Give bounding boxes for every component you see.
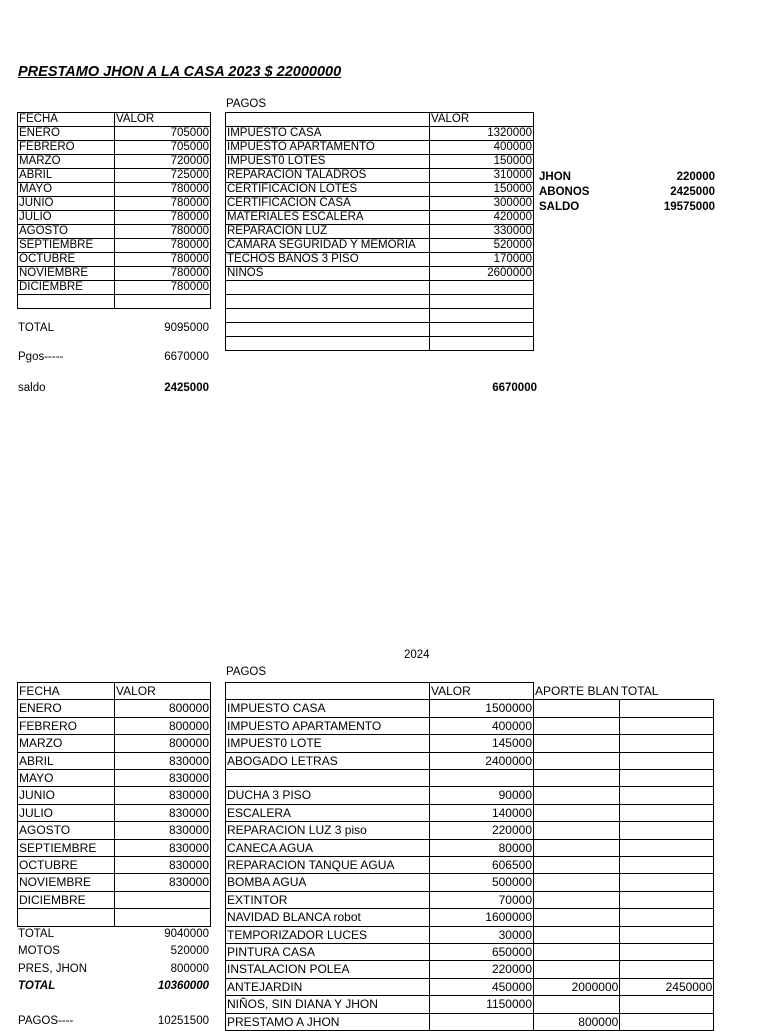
row-label <box>226 281 430 295</box>
row-label: MARZO <box>18 735 115 752</box>
row-value <box>620 944 714 961</box>
row-value <box>430 281 534 295</box>
row-label: OCTUBRE <box>18 857 115 874</box>
month-row <box>18 804 211 821</box>
payment-row <box>226 337 534 351</box>
month-row <box>18 295 211 309</box>
summary-value: 220000 <box>676 171 715 183</box>
payment-row <box>226 839 714 856</box>
row-label: DUCHA 3 PISO <box>226 787 430 804</box>
row-value <box>534 874 620 891</box>
row-label <box>226 323 430 337</box>
payment-row <box>226 183 534 197</box>
row-value: 400000 <box>430 717 534 734</box>
row-value: 830000 <box>115 770 211 787</box>
row-value <box>620 874 714 891</box>
row-label: NOVIEMBRE <box>18 267 115 281</box>
row-value <box>430 323 534 337</box>
payment-row <box>226 822 714 839</box>
row-label: PINTURA CASA <box>226 944 430 961</box>
payment-row <box>226 961 714 978</box>
payment-row <box>226 127 534 141</box>
payment-row <box>226 281 534 295</box>
pgos-value-2023: 6670000 <box>164 351 209 363</box>
row-value: 220000 <box>430 961 534 978</box>
row-label: MAYO <box>18 183 115 197</box>
summary-label: JHON <box>539 171 571 183</box>
row-value <box>534 787 620 804</box>
year-label-2024: 2024 <box>404 649 430 661</box>
payments-total-2023: 6670000 <box>492 382 537 394</box>
row-label: MAYO <box>18 770 115 787</box>
row-value: 800000 <box>115 700 211 717</box>
payment-row <box>226 996 714 1013</box>
month-row <box>18 787 211 804</box>
totals-label: PRES, JHON <box>18 962 88 975</box>
summary-value: 19575000 <box>663 201 715 213</box>
totals-label: PAGOS---- <box>18 1015 74 1027</box>
total-label-2023: TOTAL <box>18 322 54 334</box>
month-row <box>18 717 211 734</box>
row-label: EXTINTOR <box>226 891 430 908</box>
totals-value: 800000 <box>170 962 209 975</box>
row-value: 2400000 <box>430 752 534 769</box>
pagos-label-2024: PAGOS <box>226 666 267 678</box>
row-value: 606500 <box>430 857 534 874</box>
summary-label: ABONOS <box>539 186 590 198</box>
row-label: IMPUESTO CASA <box>226 700 430 717</box>
row-label: MARZO <box>18 155 115 169</box>
row-value <box>620 961 714 978</box>
row-value <box>115 295 211 309</box>
month-row <box>18 267 211 281</box>
row-label: ENERO <box>18 700 115 717</box>
month-row <box>18 891 211 908</box>
row-value: 720000 <box>115 155 211 169</box>
row-label: SEPTIEMBRE <box>18 839 115 856</box>
month-row <box>18 822 211 839</box>
row-value: 2450000 <box>620 978 714 995</box>
row-value: 330000 <box>430 225 534 239</box>
row-value: 725000 <box>115 169 211 183</box>
row-value <box>534 891 620 908</box>
pagos-label-2023: PAGOS <box>226 98 267 110</box>
totals-label: TOTAL <box>18 980 56 993</box>
row-value: 830000 <box>115 787 211 804</box>
month-row <box>18 211 211 225</box>
month-row <box>18 183 211 197</box>
month-row <box>18 225 211 239</box>
row-value <box>620 787 714 804</box>
row-value <box>620 735 714 752</box>
saldo-value-2023: 2425000 <box>164 382 209 394</box>
row-value: 420000 <box>430 211 534 225</box>
payment-row <box>226 700 714 717</box>
row-value <box>534 770 620 787</box>
row-label <box>18 909 115 926</box>
month-row <box>18 155 211 169</box>
row-value <box>534 944 620 961</box>
payment-row <box>226 323 534 337</box>
row-value: 90000 <box>430 787 534 804</box>
row-label: ENERO <box>18 127 115 141</box>
column-header <box>226 683 430 700</box>
payment-row-header <box>226 113 534 127</box>
totals-label: MOTOS <box>18 945 60 958</box>
row-value <box>620 700 714 717</box>
saldo-label-2023: saldo <box>18 382 46 394</box>
row-label: AGOSTO <box>18 225 115 239</box>
row-label: AGOSTO <box>18 822 115 839</box>
payment-row <box>226 309 534 323</box>
page-title: PRESTAMO JHON A LA CASA 2023 $ 22000000 <box>18 64 342 80</box>
row-value: 300000 <box>430 197 534 211</box>
payment-row <box>226 909 714 926</box>
row-value <box>534 752 620 769</box>
row-value: 800000 <box>534 1013 620 1030</box>
row-label: ANTEJARDIN <box>226 978 430 995</box>
row-label: OCTUBRE <box>18 253 115 267</box>
month-row <box>18 127 211 141</box>
row-value <box>620 752 714 769</box>
row-value <box>534 822 620 839</box>
row-value: 705000 <box>115 127 211 141</box>
row-label: NAVIDAD BLANCA robot <box>226 909 430 926</box>
row-label: IMPUEST0 LOTES <box>226 155 430 169</box>
months-table-2023 <box>17 112 211 309</box>
month-row <box>18 752 211 769</box>
row-label: JULIO <box>18 211 115 225</box>
row-value: 830000 <box>115 839 211 856</box>
row-value <box>620 1013 714 1030</box>
row-value <box>620 839 714 856</box>
row-value: 780000 <box>115 239 211 253</box>
row-label: JUNIO <box>18 787 115 804</box>
payment-row <box>226 155 534 169</box>
row-value <box>620 804 714 821</box>
row-value: 1500000 <box>430 700 534 717</box>
row-value: 2600000 <box>430 267 534 281</box>
row-value: 650000 <box>430 944 534 961</box>
row-label: CAMARA SEGURIDAD Y MEMORIA <box>226 239 430 253</box>
row-value: 780000 <box>115 225 211 239</box>
payment-row <box>226 891 714 908</box>
payment-row <box>226 253 534 267</box>
pgos-label-2023: Pgos----- <box>18 351 64 363</box>
row-value: 500000 <box>430 874 534 891</box>
row-value: 400000 <box>430 141 534 155</box>
row-value <box>430 295 534 309</box>
row-value <box>534 804 620 821</box>
payment-row <box>226 926 714 943</box>
month-row <box>18 735 211 752</box>
totals-value: 9040000 <box>164 928 209 940</box>
row-value: 145000 <box>430 735 534 752</box>
month-row <box>18 874 211 891</box>
month-row <box>18 909 211 926</box>
payment-row <box>226 944 714 961</box>
row-value <box>534 839 620 856</box>
row-label: NOVIEMBRE <box>18 874 115 891</box>
payment-row <box>226 267 534 281</box>
row-value: 1320000 <box>430 127 534 141</box>
row-label: TEMPORIZADOR LUCES <box>226 926 430 943</box>
row-value: 170000 <box>430 253 534 267</box>
row-label: DICIEMBRE <box>18 891 115 908</box>
month-row <box>18 169 211 183</box>
row-label: IMPUESTO CASA <box>226 127 430 141</box>
totals-value: 10360000 <box>157 980 209 993</box>
month-row <box>18 857 211 874</box>
row-label: FEBRERO <box>18 717 115 734</box>
payment-row <box>226 857 714 874</box>
row-value <box>620 857 714 874</box>
row-value <box>620 996 714 1013</box>
row-value: 780000 <box>115 183 211 197</box>
row-value <box>534 909 620 926</box>
month-row <box>18 770 211 787</box>
payment-row <box>226 770 714 787</box>
row-value: 2000000 <box>534 978 620 995</box>
row-value <box>534 961 620 978</box>
row-value: 150000 <box>430 183 534 197</box>
payment-row <box>226 239 534 253</box>
payment-row <box>226 804 714 821</box>
payment-row <box>226 717 714 734</box>
payment-row <box>226 978 714 995</box>
row-value: 780000 <box>115 211 211 225</box>
row-label <box>226 337 430 351</box>
row-label: NIÑOS <box>226 267 430 281</box>
payment-row <box>226 787 714 804</box>
payment-row <box>226 1013 714 1030</box>
row-value: 780000 <box>115 267 211 281</box>
payment-row <box>226 752 714 769</box>
payment-row <box>226 735 714 752</box>
totals-label: TOTAL <box>18 928 54 940</box>
column-header: VALOR <box>115 113 211 127</box>
row-label: IMPUEST0 LOTE <box>226 735 430 752</box>
payment-row-header <box>226 683 714 700</box>
row-value: 80000 <box>430 839 534 856</box>
column-header: TOTAL <box>620 683 659 698</box>
row-value <box>534 700 620 717</box>
row-value <box>430 770 534 787</box>
payment-row <box>226 197 534 211</box>
column-header <box>226 113 430 127</box>
column-header: FECHA <box>18 683 115 700</box>
row-value: 140000 <box>430 804 534 821</box>
column-header: VALOR <box>115 683 211 700</box>
payment-row <box>226 141 534 155</box>
row-label: CERTIFICACION CASA <box>226 197 430 211</box>
row-value: 30000 <box>430 926 534 943</box>
row-label: JUNIO <box>18 197 115 211</box>
row-label: TECHOS BAÑOS 3 PISO <box>226 253 430 267</box>
row-value <box>620 926 714 943</box>
row-value <box>115 909 211 926</box>
payment-row <box>226 169 534 183</box>
row-value: 1600000 <box>430 909 534 926</box>
row-value: 830000 <box>115 822 211 839</box>
row-label: CERTIFICACION LOTES <box>226 183 430 197</box>
month-row-header <box>18 113 211 127</box>
row-value <box>430 337 534 351</box>
month-row <box>18 700 211 717</box>
row-value: 520000 <box>430 239 534 253</box>
row-value: 450000 <box>430 978 534 995</box>
month-row <box>18 839 211 856</box>
row-value <box>620 822 714 839</box>
row-label: SEPTIEMBRE <box>18 239 115 253</box>
row-value: 705000 <box>115 141 211 155</box>
row-label: DICIEMBRE <box>18 281 115 295</box>
row-value <box>115 891 211 908</box>
row-label: PRESTAMO A JHON <box>226 1013 430 1030</box>
column-header: VALOR <box>430 683 534 700</box>
row-value: 310000 <box>430 169 534 183</box>
payment-row <box>226 295 534 309</box>
row-value: 780000 <box>115 197 211 211</box>
payment-row <box>226 874 714 891</box>
row-value: 830000 <box>115 752 211 769</box>
row-value <box>430 1013 534 1030</box>
column-header: APORTE BLAN <box>535 683 619 698</box>
row-label: IMPUESTO APARTAMENTO <box>226 717 430 734</box>
row-value: 830000 <box>115 857 211 874</box>
row-value: 830000 <box>115 804 211 821</box>
row-value <box>620 891 714 908</box>
payments-table-2023 <box>225 112 534 351</box>
row-value <box>534 996 620 1013</box>
row-value <box>534 735 620 752</box>
row-label <box>226 295 430 309</box>
row-value: 780000 <box>115 253 211 267</box>
row-label: JULIO <box>18 804 115 821</box>
month-row <box>18 239 211 253</box>
row-label: ESCALERA <box>226 804 430 821</box>
totals-value: 10251500 <box>157 1015 209 1027</box>
row-label: CANECA AGUA <box>226 839 430 856</box>
row-value: 70000 <box>430 891 534 908</box>
row-value <box>534 857 620 874</box>
total-value-2023: 9095000 <box>164 322 209 334</box>
row-value <box>534 717 620 734</box>
row-label: ABRIL <box>18 169 115 183</box>
payment-row <box>226 211 534 225</box>
row-value <box>534 926 620 943</box>
row-label: FEBRERO <box>18 141 115 155</box>
row-label: BOMBA AGUA <box>226 874 430 891</box>
row-label: REPARACION TANQUE AGUA <box>226 857 430 874</box>
payment-row <box>226 225 534 239</box>
payments-table-2024 <box>225 682 714 1031</box>
row-value <box>620 770 714 787</box>
row-value: 220000 <box>430 822 534 839</box>
month-row <box>18 197 211 211</box>
row-label: INSTALACION POLEA <box>226 961 430 978</box>
column-header: VALOR <box>430 113 534 127</box>
row-label: REPARACION LUZ <box>226 225 430 239</box>
row-label <box>18 295 115 309</box>
row-value: 150000 <box>430 155 534 169</box>
row-label: MATERIALES ESCALERA <box>226 211 430 225</box>
month-row <box>18 281 211 295</box>
row-value: 800000 <box>115 735 211 752</box>
row-label: ABRIL <box>18 752 115 769</box>
row-value <box>620 909 714 926</box>
row-value: 1150000 <box>430 996 534 1013</box>
row-value: 780000 <box>115 281 211 295</box>
row-value <box>430 309 534 323</box>
row-label <box>226 309 430 323</box>
row-label <box>226 770 430 787</box>
totals-value: 520000 <box>170 945 209 958</box>
row-label: NIÑOS, SIN DIANA Y JHON <box>226 996 430 1013</box>
month-row-header <box>18 683 211 700</box>
row-value: 830000 <box>115 874 211 891</box>
summary-value: 2425000 <box>670 186 715 198</box>
months-table-2024 <box>17 682 211 927</box>
month-row <box>18 141 211 155</box>
row-value <box>620 717 714 734</box>
row-label: REPARACION LUZ 3 piso <box>226 822 430 839</box>
row-label: REPARACION TALADROS <box>226 169 430 183</box>
summary-label: SALDO <box>539 201 580 213</box>
month-row <box>18 253 211 267</box>
column-header: FECHA <box>18 113 115 127</box>
row-label: IMPUESTO APARTAMENTO <box>226 141 430 155</box>
row-value: 800000 <box>115 717 211 734</box>
row-label: ABOGADO LETRAS <box>226 752 430 769</box>
